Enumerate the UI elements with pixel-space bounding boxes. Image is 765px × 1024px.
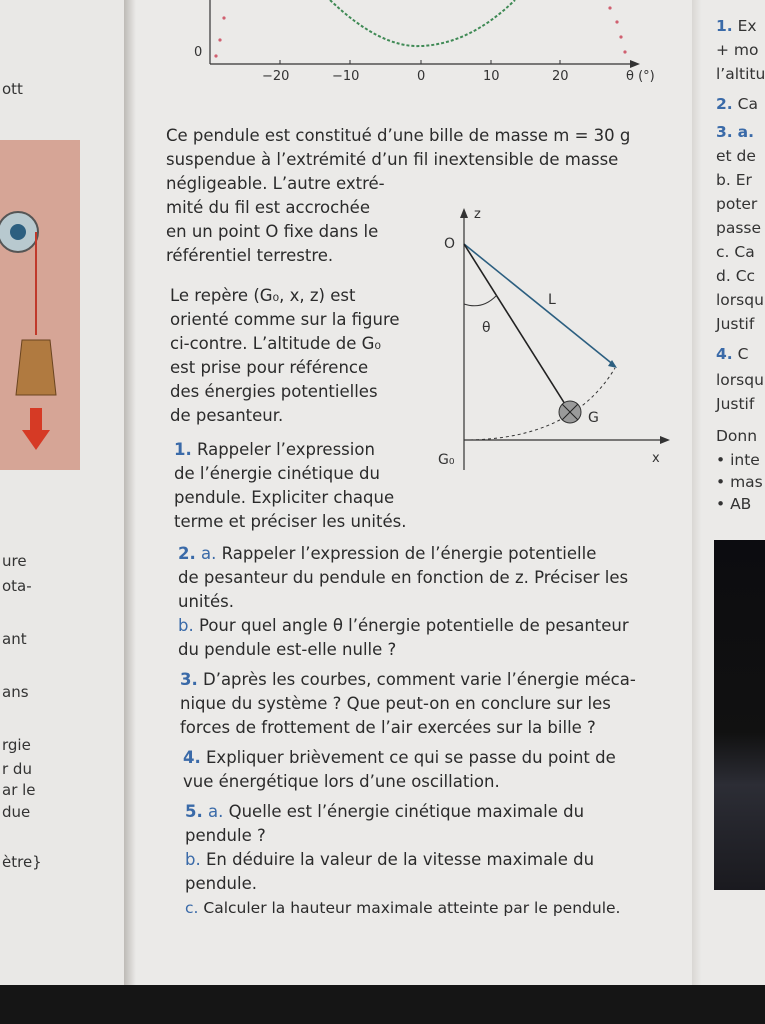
text-line: de pesanteur. [170,406,284,425]
side-line [716,92,758,116]
side-text: a. [737,123,754,141]
text-line: D’après les courbes, comment varie l’énergie méca- [203,670,636,689]
text-line: de pesanteur du pendule en fonction de z. Préciser les [178,568,629,587]
text-line: Expliquer brièvement ce qui se passe du point de [206,748,616,767]
side-line: Justif [716,395,755,413]
text-line: Calculer la hauteur maximale atteinte par le pendule. [203,899,621,917]
left-fragment: rgie [2,736,31,754]
question-number: 3. [180,670,198,689]
pendulum-string [464,244,570,412]
label-G: G [588,410,599,426]
text-line: terme et préciser les unités. [174,512,407,531]
text-line: des énergies potentielles [170,382,378,401]
side-line: d. Cc [716,267,756,285]
left-fragment: due [2,803,31,821]
graph-tick-label: 20 [552,69,569,84]
side-text: C [737,345,749,363]
side-line: b. Er [716,171,752,189]
text-line: forces de frottement de l’air exercées sur la bille ? [180,718,596,737]
text-line: est prise pour référence [170,358,369,377]
side-text: Ex [737,17,757,35]
text-line: du pendule est-elle nulle ? [178,640,397,659]
sub-question-letter: b. [185,850,201,869]
text-line: Pour quel angle θ l’énergie potentielle de pesanteur [198,616,629,635]
text-line: négligeable. L’autre extré- [166,174,385,193]
sub-question-letter: c. [185,899,199,917]
side-line: l’altitu [716,65,765,83]
text-line: Rappeler l’expression de l’énergie potentielle [221,544,597,563]
question-1 [174,438,406,534]
left-fragment: ure [2,552,27,570]
sub-question-letter: a. [201,544,217,563]
label-theta: θ [482,320,491,336]
left-fragment: ott [2,80,23,98]
text-line: Le repère (G₀, x, z) est [170,286,356,305]
left-fragment: ètre} [2,853,42,871]
side-line: poter [716,195,758,213]
graph-tick-label: 10 [483,69,500,84]
left-fragment: ar le [2,781,36,799]
question-number: 2. [178,544,196,563]
question-5 [185,800,620,920]
side-line [716,14,757,38]
side-line: passe [716,219,762,237]
left-fragment: ant [2,630,27,648]
side-number: 4. [716,345,733,363]
night-photo [714,540,765,890]
text-line: Ce pendule est constitué d’une bille de masse m = 30 g [166,126,631,145]
question-3 [180,668,636,740]
text-line: pendule ? [185,826,266,845]
sub-question-letter: a. [208,802,224,821]
side-line: • AB [716,495,752,513]
text-line: vue énergétique lors d’une oscillation. [183,772,500,791]
graph-tick-label: −10 [332,69,360,84]
question-number: 5. [185,802,203,821]
question-2 [178,542,629,662]
theta-arc [464,296,496,306]
side-line: lorsqu [716,291,764,309]
text-line: en un point O fixe dans le [166,222,379,241]
table-surface [0,985,765,1024]
side-number: 3. [716,123,733,141]
potential-energy-points [214,6,626,57]
text-line: ci-contre. L’altitude de G₀ [170,334,382,353]
text-line: pendule. Expliciter chaque [174,488,395,507]
pendulum-figure [432,200,682,480]
text-line: unités. [178,592,234,611]
text-line: Rappeler l’expression [197,440,375,459]
graph-y-zero: 0 [194,45,203,60]
column-divider [692,0,708,990]
side-line: et de [716,147,756,165]
side-line: Donn [716,427,758,445]
label-z: z [474,207,481,222]
side-line: + mo [716,41,759,59]
text-line: orienté comme sur la figure [170,310,400,329]
label-L: L [548,292,556,308]
kinetic-energy-curve [330,0,515,46]
text-line: Quelle est l’énergie cinétique maximale du [228,802,585,821]
side-number: 2. [716,95,733,113]
text-line: mité du fil est accrochée [166,198,370,217]
graph-tick-label: −20 [262,69,290,84]
book-gutter [124,0,136,990]
question-number: 1. [174,440,192,459]
left-fragment: r du [2,760,32,778]
side-line: Justif [716,315,755,333]
text-line: de l’énergie cinétique du [174,464,380,483]
side-line: c. Ca [716,243,755,261]
side-number: 1. [716,17,733,35]
label-G0: G₀ [438,452,455,468]
label-x: x [652,451,660,466]
text-line: suspendue à l’extrémité d’un fil inextensible de masse [166,150,619,169]
pulley-illustration [0,140,80,470]
side-line [716,342,748,366]
side-line: lorsqu [716,371,764,389]
left-fragment: ans [2,683,29,701]
text-line: nique du système ? Que peut-on en conclure sur les [180,694,611,713]
trajectory-arc [464,368,615,440]
repere-text [170,284,400,428]
graph-x-axis-label: θ (°) [626,69,655,84]
graph-tick-label: 0 [417,69,426,84]
length-arrow [464,244,615,366]
label-O: O [444,236,456,252]
side-line: • inte [716,451,760,469]
sub-question-letter: b. [178,616,194,635]
question-number: 4. [183,748,201,767]
question-4 [183,746,616,794]
text-line: En déduire la valeur de la vitesse maximale du [205,850,595,869]
side-text: Ca [737,95,758,113]
side-line: • mas [716,473,763,491]
left-fragment: ota- [2,577,32,595]
side-line [716,120,754,144]
energy-graph [180,0,670,90]
text-line: pendule. [185,874,257,893]
left-page [0,0,126,985]
text-line: référentiel terrestre. [166,246,334,265]
